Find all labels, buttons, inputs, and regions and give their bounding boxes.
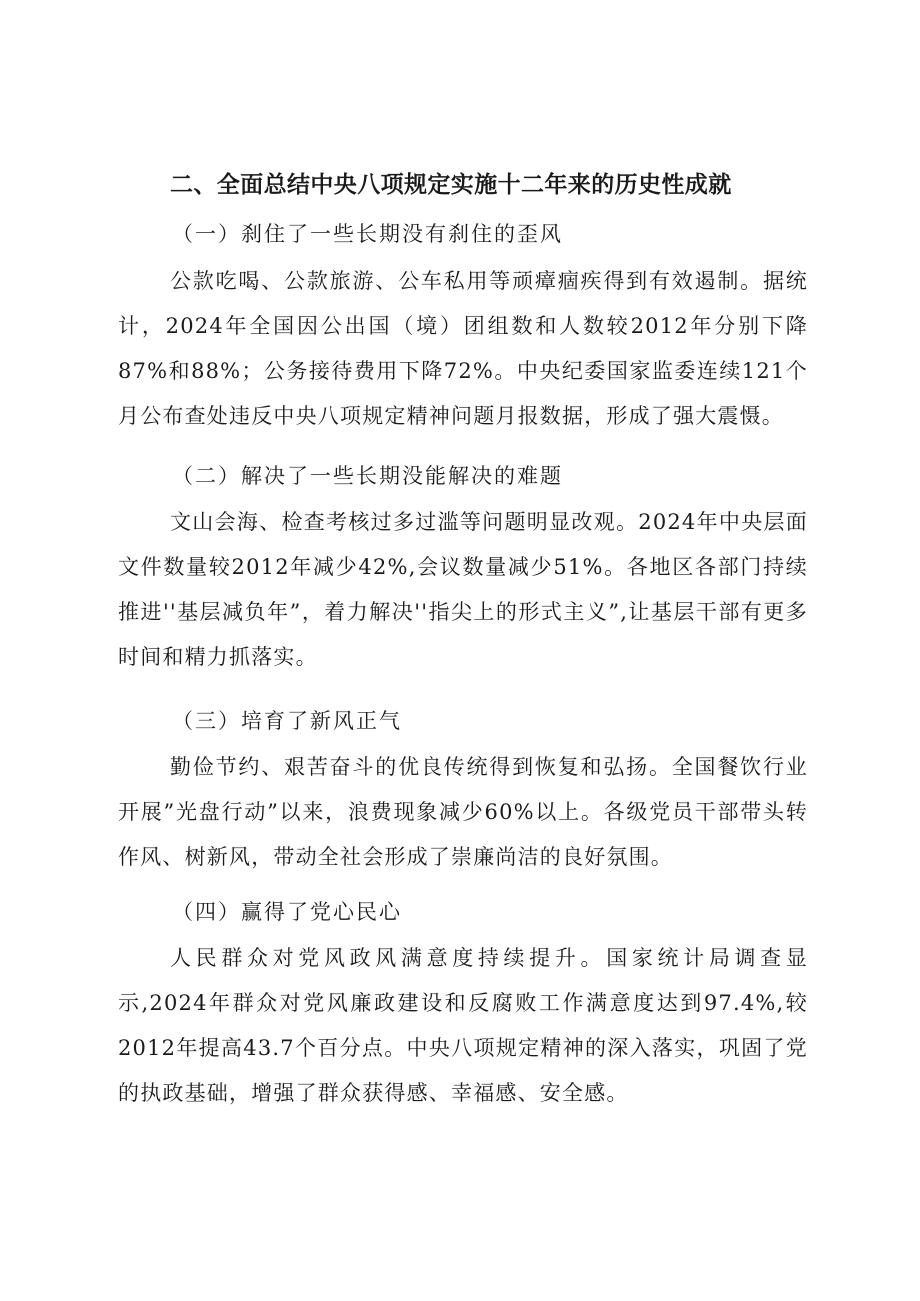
paragraph-1: 公款吃喝、公款旅游、公车私用等顽瘴痼疾得到有效遏制。据统计，2024年全国因公出国（境）团组数和人数较2012年分别下降87%和88%；公务接待费用下降72%。中央纪委国家监委连续121个月公布查处违反中央八项规定精神问题月报数据，形成了强大震慑。 — [118, 269, 808, 428]
subsection-title-1: （一）刹住了一些长期没有刹住的歪风 — [172, 222, 563, 246]
section-heading: 二、全面总结中央八项规定实施十二年来的历史性成就 — [170, 172, 732, 198]
subsection-title-2: （二）解决了一些长期没能解决的难题 — [172, 464, 563, 488]
paragraph-2: 文山会海、检查考核过多过滥等问题明显改观。2024年中央层面文件数量较2012年减少42%,会议数量减少51%。各地区各部门持续推进''基层减负年”，着力解决''指尖上的形式主义”,让基层干部有更多时间和精力抓落实。 — [118, 510, 808, 669]
paragraph-4: 人民群众对党风政风满意度持续提升。国家统计局调查显示,2024年群众对党风廉政建设和反腐败工作满意度达到97.4%,较2012年提高43.7个百分点。中央八项规定精神的深入落实，巩固了党的执政基础，增强了群众获得感、幸福感、安全感。 — [118, 946, 808, 1105]
subsection-title-3: （三）培育了新风正气 — [172, 709, 402, 733]
subsection-title-4: （四）赢得了党心民心 — [172, 900, 402, 924]
paragraph-3: 勤俭节约、艰苦奋斗的优良传统得到恢复和弘扬。全国餐饮行业开展”光盘行动”以来，浪费现象减少60%以上。各级党员干部带头转作风、树新风，带动全社会形成了崇廉尚洁的良好氛围。 — [118, 755, 808, 869]
